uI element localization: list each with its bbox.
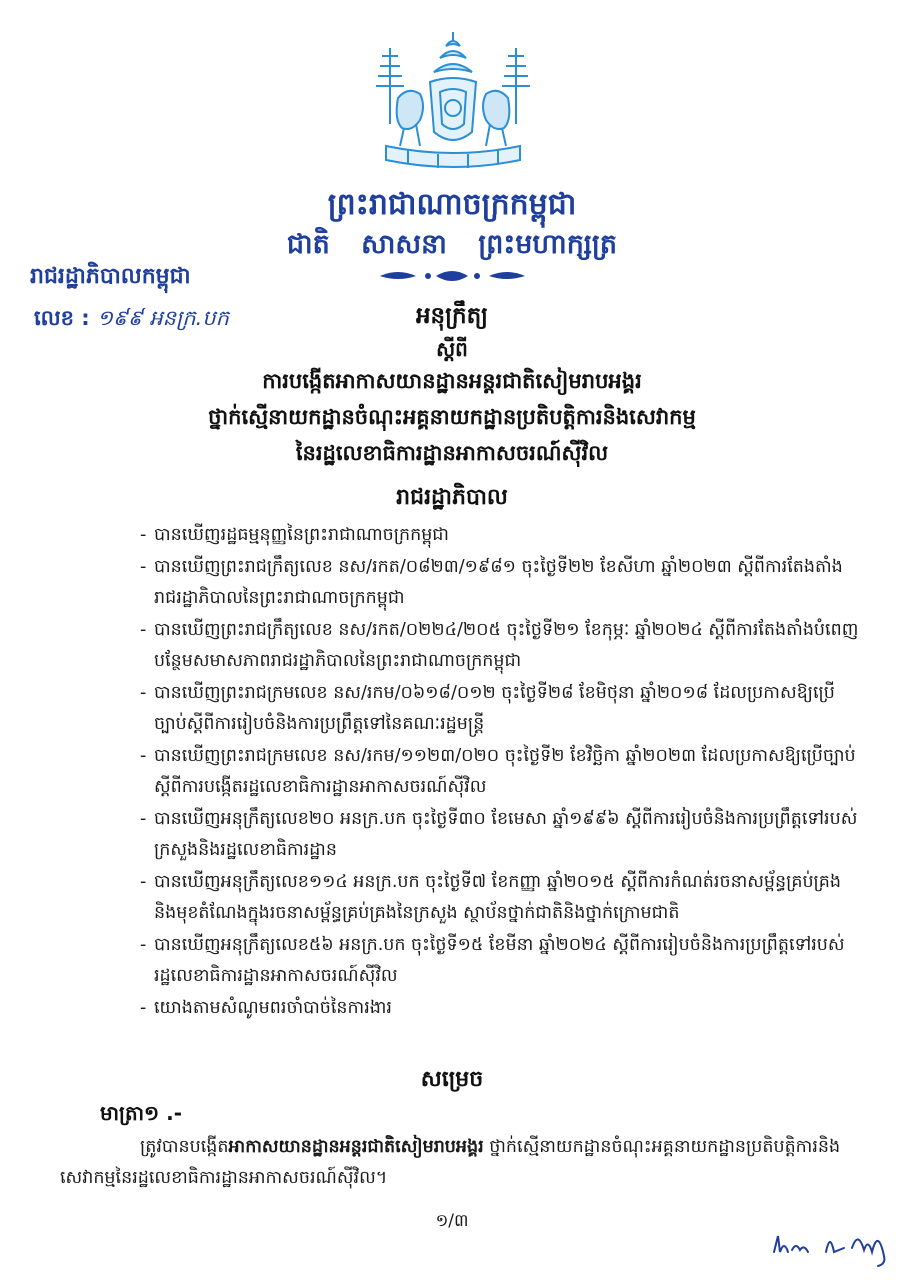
article-1-label: មាត្រា១ .- xyxy=(100,1101,183,1125)
article-1-suffix: ថ្នាក់ស្មើនាយកដ្ឋានចំណុះអគ្គនាយកដ្ឋានប្រតិបត្តិការនិងសេវាកម្មនៃរដ្ឋលេខាធិការដ្ឋានអាកាសចរណ៍ស៊ីវិល។ xyxy=(60,1137,841,1188)
subject-line-1: ការបង្កើតអាកាសយានដ្ឋានអន្តរជាតិសៀមរាបអង្គរ xyxy=(262,369,642,393)
list-item: - បានឃើញរដ្ឋធម្មនុញ្ញនៃព្រះរាជាណាចក្រកម្ពុជា xyxy=(140,520,860,552)
about-label: ស្តីពី xyxy=(436,337,468,361)
legal-basis-list xyxy=(140,520,860,1024)
list-item: - បានឃើញព្រះរាជក្រឹត្យលេខ នស/រកត/០៨២៣/១៩៨១ ចុះថ្ងៃទី២២ ខែសីហា ឆ្នាំ២០២៣ ស្តីពីការតែងតាំងរាជរដ្ឋាភិបាលនៃព្រះរាជាណាចក្រកម្ពុជា xyxy=(140,552,860,615)
national-motto: ជាតិ សាសនា ព្រះមហាក្សត្រ xyxy=(286,229,618,260)
issuer-heading: រាជរដ្ឋាភិបាល xyxy=(396,485,508,510)
royal-coat-of-arms-icon xyxy=(368,28,538,178)
list-item: - បានឃើញអនុក្រឹត្យលេខ១១៤ អនក្រ.បក ចុះថ្ងៃទី៧ ខែកញ្ញា ឆ្នាំ២០១៥ ស្តីពីការកំណត់រចនាសម្ព័ន្ធគ្រប់គ្រងនិងមុខតំណែងក្នុងរចនាសម្ព័ន្ធគ្រប់គ្រងនៃក្រសួង ស្ថាប័នថ្នាក់ជាតិនិងថ្នាក់ក្រោមជាតិ xyxy=(140,867,860,930)
list-item: - យោងតាមសំណូមពរចាំបាច់នៃការងារ xyxy=(140,993,860,1025)
list-item: - បានឃើញអនុក្រឹត្យលេខ២០ អនក្រ.បក ចុះថ្ងៃទី៣០ ខែមេសា ឆ្នាំ១៩៩៦ ស្តីពីការរៀបចំនិងការប្រព្រឹត្តទៅរបស់ក្រសួងនិងរដ្ឋលេខាធិការដ្ឋាន xyxy=(140,804,860,867)
subject-line-2: ថ្នាក់ស្មើនាយកដ្ឋានចំណុះអគ្គនាយកដ្ឋានប្រតិបត្តិការនិងសេវាកម្ម xyxy=(208,405,696,429)
list-item: - បានឃើញព្រះរាជក្រឹត្យលេខ នស/រកត/០២២៤/២០៥ ចុះថ្ងៃទី២១ ខែកុម្ភៈ ឆ្នាំ២០២៤ ស្តីពីការតែងតាំងបំពេញបន្ថែមសមាសភាពរាជរដ្ឋាភិបាលនៃព្រះរាជាណាចក្រកម្ពុជា xyxy=(140,615,860,678)
handwritten-initials-icon xyxy=(768,1222,898,1270)
page-number: ១/៣ xyxy=(435,1211,469,1231)
article-1-prefix: ត្រូវបានបង្កើត xyxy=(140,1137,229,1157)
article-1-body xyxy=(60,1132,850,1194)
divider-ornament-icon xyxy=(380,268,525,284)
kingdom-title: ព្រះរាជាណាចក្រកម្ពុជា xyxy=(327,187,577,222)
list-item: - បានឃើញព្រះរាជក្រមលេខ នស/រកម/១១២៣/០២០ ចុះថ្ងៃទី២ ខែវិច្ឆិកា ឆ្នាំ២០២៣ ដែលប្រកាសឱ្យប្រើច្បាប់ស្តីពីការបង្កើតរដ្ឋលេខាធិការដ្ឋានអាកាសចរណ៍ស៊ីវិល xyxy=(140,741,860,804)
article-1-airport-name: អាកាសយានដ្ឋានអន្តរជាតិសៀមរាបអង្គរ xyxy=(228,1137,484,1157)
issuing-government: រាជរដ្ឋាភិបាលកម្ពុជា xyxy=(30,264,191,289)
list-item: - បានឃើញព្រះរាជក្រមលេខ នស/រកម/០៦១៨/០១២ ចុះថ្ងៃទី២៨ ខែមិថុនា ឆ្នាំ២០១៨ ដែលប្រកាសឱ្យប្រើច្បាប់ស្តីពីការរៀបចំនិងការប្រព្រឹត្តទៅនៃគណៈរដ្ឋមន្ត្រី xyxy=(140,678,860,741)
list-item: - បានឃើញអនុក្រឹត្យលេខ៥៦ អនក្រ.បក ចុះថ្ងៃទី១៥ ខែមីនា ឆ្នាំ២០២៤ ស្តីពីការរៀបចំនិងការប្រព្រឹត្តទៅរបស់រដ្ឋលេខាធិការដ្ឋានអាកាសចរណ៍ស៊ីវិល xyxy=(140,930,860,993)
document-number-value: ១៩៩ អនក្រ.បក xyxy=(97,306,229,330)
document-type: អនុក្រឹត្យ xyxy=(415,303,489,329)
decision-heading: សម្រេច xyxy=(420,1067,484,1092)
subject-line-3: នៃរដ្ឋលេខាធិការដ្ឋានអាកាសចរណ៍ស៊ីវិល xyxy=(295,441,609,465)
document-number-label: លេខ : xyxy=(34,306,90,330)
